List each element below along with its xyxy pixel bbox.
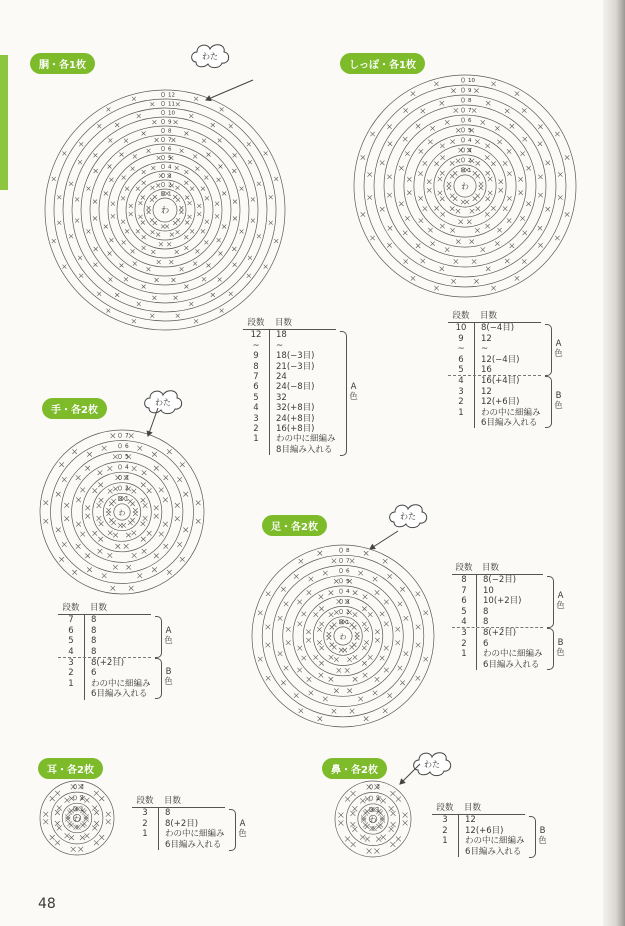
svg-text:わた: わた [400, 512, 416, 521]
stitch-count: わの中に細編み [269, 434, 336, 444]
stitch-count: 6 [476, 639, 488, 649]
page-number: 48 [38, 896, 56, 912]
svg-text:5: 5 [168, 155, 172, 162]
chain-stitch [461, 148, 464, 152]
color-bracket [529, 816, 536, 858]
header-round: 段数 [436, 803, 454, 813]
round-table-nose [432, 803, 525, 857]
stitch-count: 24(−8目) [269, 382, 314, 392]
svg-text:2: 2 [346, 609, 350, 616]
stitch-count: 12(+6目) [474, 397, 519, 407]
header-count: 目数 [275, 318, 293, 328]
stitch-count: 21(−3目) [269, 362, 314, 372]
crochet-chart-nose [334, 780, 412, 858]
table-row [448, 355, 541, 365]
svg-text:7: 7 [468, 108, 472, 114]
round-number: 2 [142, 818, 148, 829]
svg-text:6: 6 [125, 443, 129, 450]
crochet-chart-foot [250, 543, 436, 729]
chain-stitch [339, 568, 342, 572]
round-number: 10 [455, 323, 467, 334]
table-row [132, 819, 225, 829]
svg-text:1: 1 [80, 805, 84, 813]
magic-ring-label: わ [369, 816, 377, 824]
table-row [132, 840, 225, 850]
stitch-count: 10 [476, 586, 494, 596]
round-number: 6 [68, 625, 74, 636]
stitch-count: 18 [269, 330, 287, 340]
chain-stitch [161, 182, 164, 186]
round-number: 1 [458, 407, 464, 418]
color-bracket [545, 324, 552, 376]
table-row [58, 626, 151, 636]
table-row [243, 362, 336, 372]
color-label: A色 [164, 625, 173, 646]
table-row [448, 365, 541, 376]
table-row [132, 829, 225, 839]
ear-title: 耳・各2枚 [38, 758, 103, 779]
chain-stitch [339, 579, 342, 583]
round-number: 9 [253, 351, 259, 362]
round-number: ~ [457, 344, 465, 355]
header-round: 段数 [455, 563, 473, 573]
svg-text:4: 4 [468, 137, 472, 144]
chain-stitch [461, 118, 464, 122]
svg-text:2: 2 [376, 795, 380, 803]
round-number: 1 [142, 829, 148, 840]
table-row [448, 334, 541, 344]
svg-text:1: 1 [468, 167, 472, 174]
svg-text:2: 2 [168, 182, 172, 189]
table-row [58, 647, 151, 658]
stitch-count: 16 [474, 365, 492, 375]
chain-stitch [461, 128, 464, 132]
svg-text:2: 2 [468, 157, 472, 164]
table-row [243, 341, 336, 351]
magic-ring-label: わ [160, 205, 170, 215]
round-number: 6 [461, 596, 467, 607]
page-binding-shadow [603, 0, 625, 926]
header-round: 段数 [452, 311, 470, 321]
chain-stitch [118, 454, 121, 458]
round-number [132, 840, 158, 850]
chain-stitch [161, 173, 164, 177]
color-bracket [340, 331, 347, 456]
svg-text:1: 1 [125, 496, 129, 503]
color-label: B色 [538, 825, 547, 846]
table-header [448, 311, 541, 323]
svg-text:1: 1 [376, 806, 380, 814]
table-row [452, 575, 543, 585]
color-label: A色 [238, 818, 247, 839]
chain-stitch [161, 101, 164, 105]
color-label: A色 [556, 591, 565, 611]
stuffing-arrow [370, 531, 398, 549]
stitch-count: 8 [84, 636, 96, 646]
table-row [243, 424, 336, 434]
stitch-count: 12(−4目) [474, 355, 519, 365]
svg-text:7: 7 [168, 137, 172, 144]
stitch-count: 12 [474, 334, 492, 344]
stitch-count: わの中に細編み [158, 829, 225, 839]
svg-text:6: 6 [346, 568, 350, 575]
color-label: A色 [554, 339, 563, 359]
round-number: 3 [458, 386, 464, 397]
magic-ring-label: わ [461, 182, 469, 191]
svg-text:8: 8 [346, 548, 350, 555]
round-number: 7 [461, 585, 467, 596]
stitch-count: 8(+2目) [84, 658, 124, 668]
svg-text:6: 6 [168, 146, 172, 153]
round-number [452, 660, 476, 670]
table-row [432, 826, 525, 836]
color-label: A色 [349, 382, 358, 403]
magic-ring-label: わ [118, 509, 126, 517]
stitch-count: 8(+2目) [158, 819, 198, 829]
round-number: 2 [253, 424, 259, 435]
stitch-count: 6目編み入れる [84, 689, 147, 699]
table-row [432, 815, 525, 825]
round-table-foot [452, 563, 543, 670]
svg-text:5: 5 [125, 454, 129, 461]
round-number: 5 [68, 636, 74, 647]
table-row [243, 372, 336, 382]
chain-stitch [161, 164, 164, 168]
color-bracket [155, 658, 162, 700]
round-number: 2 [442, 825, 448, 836]
table-row [432, 836, 525, 846]
round-number [58, 689, 84, 699]
round-number [448, 418, 474, 428]
table-row [243, 403, 336, 413]
chain-stitch [461, 98, 464, 102]
stitch-count: 8 [84, 647, 96, 657]
header-count: 目数 [90, 603, 108, 613]
round-number: ~ [252, 340, 260, 351]
foot-title: 足・各2枚 [262, 515, 327, 536]
tail-title: しっぽ・各1枚 [340, 53, 425, 74]
svg-text:10: 10 [468, 78, 475, 84]
svg-text:9: 9 [168, 119, 172, 126]
header-round: 段数 [62, 603, 80, 613]
stitch-count: 12 [474, 387, 492, 397]
table-row [132, 808, 225, 818]
svg-text:4: 4 [125, 464, 129, 471]
stitch-count: 8 [84, 626, 96, 636]
stitch-count: ~ [269, 341, 283, 351]
stitch-count: 12 [458, 815, 476, 825]
svg-text:7: 7 [346, 558, 350, 565]
table-header [132, 796, 225, 808]
chain-stitch [339, 548, 342, 552]
round-table-body [243, 318, 336, 455]
color-bracket [229, 809, 236, 851]
table-row [452, 596, 543, 606]
stitch-count: 8 [84, 615, 96, 625]
table-row [448, 323, 541, 333]
svg-text:1: 1 [168, 191, 172, 198]
stuffing-cloud-nose [410, 748, 454, 784]
nose-title: 鼻・各2枚 [322, 758, 387, 779]
table-row [452, 628, 543, 638]
stitch-count: 12(+6目) [458, 826, 503, 836]
round-number: 4 [458, 376, 464, 387]
table-row [452, 649, 543, 659]
round-number: 4 [253, 403, 259, 414]
chain-stitch [118, 486, 121, 490]
color-label: B色 [164, 667, 173, 688]
table-row [448, 418, 541, 428]
round-number: 5 [458, 365, 464, 376]
table-row [58, 636, 151, 646]
stitch-count: わの中に細編み [474, 408, 541, 418]
svg-text:3: 3 [80, 783, 84, 791]
chain-stitch [161, 128, 164, 132]
table-row [243, 393, 336, 403]
round-number: 6 [253, 382, 259, 393]
round-number [432, 847, 458, 857]
color-bracket [155, 616, 162, 658]
table-header [243, 318, 336, 330]
table-row [452, 607, 543, 617]
svg-text:わた: わた [202, 52, 218, 61]
svg-text:6: 6 [468, 118, 472, 124]
chain-stitch [161, 146, 164, 150]
stitch-count: わの中に細編み [476, 649, 543, 659]
round-number [243, 445, 269, 455]
round-number: 2 [68, 668, 74, 679]
stitch-count: 18(−3目) [269, 351, 314, 361]
header-count: 目数 [480, 311, 498, 321]
chain-stitch [339, 609, 342, 613]
svg-text:7: 7 [125, 433, 129, 440]
chain-stitch [118, 444, 121, 448]
round-number: 2 [458, 397, 464, 408]
chain-stitch [369, 796, 372, 800]
crochet-chart-ear [39, 780, 115, 856]
header-count: 目数 [164, 796, 182, 806]
round-table-hand [58, 603, 151, 700]
svg-text:10: 10 [168, 110, 175, 117]
chain-stitch [118, 433, 121, 437]
table-row [452, 639, 543, 649]
table-header [432, 803, 525, 815]
round-number: 1 [68, 678, 74, 689]
round-number: 3 [442, 815, 448, 826]
stitch-count: 24 [269, 372, 287, 382]
stitch-count: 24(+8目) [269, 414, 314, 424]
table-row [448, 387, 541, 397]
chain-stitch [73, 796, 76, 800]
stitch-count: 10(+2目) [476, 596, 521, 606]
page-edge-tab [0, 55, 8, 190]
stitch-count: 6目編み入れる [476, 660, 539, 670]
header-count: 目数 [464, 803, 482, 813]
chain-stitch [461, 138, 464, 142]
table-row [452, 617, 543, 628]
svg-text:4: 4 [346, 589, 350, 596]
table-row [243, 351, 336, 361]
header-count: 目数 [482, 563, 500, 573]
chain-stitch [461, 88, 464, 92]
chain-stitch [161, 110, 164, 114]
stitch-count: 6目編み入れる [474, 418, 537, 428]
round-number: 3 [142, 808, 148, 819]
stitch-count: ~ [474, 344, 488, 354]
stitch-count: 8目編み入れる [269, 445, 332, 455]
magic-ring-label: わ [73, 815, 81, 823]
svg-text:9: 9 [468, 88, 472, 94]
round-number: 8 [253, 361, 259, 372]
stitch-count: わの中に細編み [84, 679, 151, 689]
chain-stitch [118, 465, 121, 469]
round-number: 3 [461, 628, 467, 639]
stuffing-cloud-hand [141, 386, 185, 422]
round-number: 1 [461, 649, 467, 660]
table-row [432, 847, 525, 857]
crochet-chart-body [43, 88, 287, 332]
hand-title: 手・各2枚 [42, 398, 107, 419]
chain-stitch [161, 119, 164, 123]
stitch-count: 8 [158, 808, 170, 818]
round-table-tail [448, 311, 541, 428]
svg-text:12: 12 [168, 92, 175, 99]
stitch-count: 8(−2目) [476, 575, 516, 585]
table-row [448, 397, 541, 407]
color-bracket [545, 376, 552, 428]
table-row [243, 414, 336, 424]
round-number: 1 [253, 434, 259, 445]
body-title: 胴・各1枚 [30, 53, 95, 74]
round-number: 2 [461, 638, 467, 649]
stitch-count: 6目編み入れる [458, 847, 521, 857]
chain-stitch [161, 137, 164, 141]
header-round: 段数 [136, 796, 154, 806]
round-number: 5 [461, 606, 467, 617]
table-row [58, 615, 151, 625]
chain-stitch [161, 155, 164, 159]
round-numbers [118, 433, 129, 502]
stitch-count: 16(+8目) [269, 424, 314, 434]
round-number: 3 [253, 413, 259, 424]
chain-stitch [461, 78, 464, 82]
svg-text:3: 3 [168, 173, 172, 180]
table-row [448, 344, 541, 354]
round-number: 4 [68, 646, 74, 657]
table-row [58, 658, 151, 668]
stitch-count: 8(+2目) [476, 628, 516, 638]
stitch-count: 32(+8目) [269, 403, 314, 413]
stitch-count: 32 [269, 393, 287, 403]
table-row [452, 660, 543, 670]
svg-text:3: 3 [125, 475, 129, 482]
round-number: 8 [461, 575, 467, 586]
stitch-count: 8(−4目) [474, 323, 514, 333]
round-number: 6 [458, 354, 464, 365]
table-row [448, 376, 541, 386]
table-row [243, 434, 336, 444]
round-number: 4 [461, 617, 467, 628]
stitch-count: わの中に細編み [458, 836, 525, 846]
color-label: B色 [556, 637, 565, 658]
stitch-count: 6目編み入れる [158, 840, 221, 850]
chain-stitch [339, 558, 342, 562]
table-row [58, 668, 151, 678]
svg-text:1: 1 [346, 619, 350, 626]
svg-text:5: 5 [346, 578, 350, 585]
round-number: 5 [253, 392, 259, 403]
svg-text:11: 11 [168, 101, 175, 108]
round-number: 7 [253, 372, 259, 383]
svg-text:3: 3 [376, 783, 380, 791]
svg-text:わた: わた [155, 398, 171, 407]
svg-text:3: 3 [468, 147, 472, 154]
table-header [452, 563, 543, 575]
color-bracket [547, 576, 554, 628]
round-number: 12 [250, 330, 262, 341]
chain-stitch [461, 158, 464, 162]
svg-text:3: 3 [346, 599, 350, 606]
round-number: 3 [68, 658, 74, 669]
stitch-count: 6 [84, 668, 96, 678]
svg-text:2: 2 [80, 794, 84, 802]
stitch-count: 8 [476, 607, 488, 617]
svg-text:わた: わた [424, 760, 440, 769]
stuffing-cloud-body [188, 40, 232, 76]
round-number: 1 [442, 836, 448, 847]
svg-text:8: 8 [168, 128, 172, 135]
table-row [58, 689, 151, 699]
round-table-ear [132, 796, 225, 850]
chain-stitch [339, 589, 342, 593]
chain-stitch [161, 92, 164, 96]
svg-text:2: 2 [125, 486, 129, 492]
svg-text:4: 4 [168, 164, 172, 171]
stuffing-cloud-foot [386, 500, 430, 536]
crochet-chart-hand [38, 428, 206, 596]
table-row [452, 586, 543, 596]
table-row [243, 445, 336, 455]
table-row [243, 382, 336, 392]
round-numbers [339, 548, 350, 626]
table-header [58, 603, 151, 615]
table-row [58, 679, 151, 689]
svg-text:8: 8 [468, 98, 472, 104]
header-round: 段数 [247, 318, 265, 328]
color-label: B色 [554, 391, 563, 411]
stitch-count: 8 [476, 617, 488, 627]
crochet-chart-tail [352, 73, 578, 299]
svg-text:5: 5 [468, 127, 472, 134]
stitch-count: 16(+4目) [474, 376, 519, 386]
chain-stitch [461, 108, 464, 112]
color-bracket [547, 628, 554, 670]
magic-ring-label: わ [339, 633, 347, 641]
table-row [448, 408, 541, 418]
table-row [243, 330, 336, 340]
round-number: 7 [68, 615, 74, 626]
stuffing-arrow [206, 80, 253, 101]
round-number: 9 [458, 333, 464, 344]
